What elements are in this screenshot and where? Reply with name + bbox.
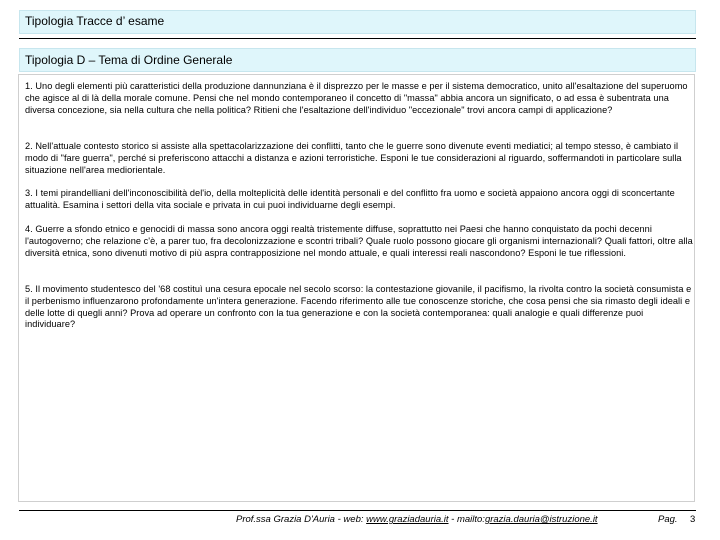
- page-title: Tipologia Tracce d’ esame: [25, 14, 165, 28]
- section-subtitle: Tipologia D – Tema di Ordine Generale: [25, 53, 233, 67]
- question-5: 5. Il movimento studentesco del '68 costituì una cesura epocale nel secolo scorso: la contestazione giovanile, il pacifismo, la rivolta contro la società consumista e il perbenismo influenzarono profondamente un'intera generazione. Facendo riferimento alle tue conoscenze storiche, che cosa pensi che sia rimasto degli ideali e delle lotte di quegli anni? Prova ad operare un confronto con la tua generazione e con la società contemporanea: quali analogie e quali differenze puoi individuare?: [25, 284, 692, 330]
- footer-mail-label: - mailto:: [451, 514, 485, 525]
- question-4: 4. Guerre a sfondo etnico e genocidi di massa sono ancora oggi realtà tristemente diffuse, soprattutto nei Paesi che hanno conquistato da pochi decenni l'autogoverno; che relazione c'è, a parer tuo, fra decolonizzazione e scontri tribali? Quale ruolo possono giocare gli organismi internazionali? Quali fattori, oltre alla diversità etnica, sono divenuti motivo di più aspra contrapposizione nel mondo attuale, e quali interessi reali nascondono? Esponi le tue riflessioni.: [25, 224, 693, 258]
- mail-link[interactable]: grazia.dauria@istruzione.it: [484, 514, 598, 525]
- header-subtitle-bar: [19, 48, 696, 72]
- footer-line: [236, 514, 598, 525]
- question-1: 1. Uno degli elementi più caratteristici della produzione dannunziana è il disprezzo per le masse e per il sistema democratico, unito all'esaltazione del superuomo che agisce al di là della morale comune. Pensi che nel mondo contemporaneo il concetto di "massa" abbia ancora un significato, o ad essa è subentrata una diversa concezione, sia nella cultura che nella politica? Ritieni che l'esaltazione dell'individuo "eccezionale" trovi ancora campi di applicazione?: [25, 81, 688, 115]
- divider-bottom: [19, 510, 696, 511]
- page-label: Pag.: [658, 514, 678, 525]
- footer-web-label: web:: [343, 514, 364, 525]
- header-title-bar: [19, 10, 696, 34]
- question-2: 2. Nell'attuale contesto storico si assiste alla spettacolarizzazione dei conflitti, tanto che le guerre sono divenute eventi mediatici; al tempo stesso, è cambiato il modo di "fare guerra", perché si preferiscono attacchi a distanza e azioni terroristiche. Esponi le tue considerazioni al riguardo, soffermandoti in particolare sulla situazione nell'area mediorientale.: [25, 141, 682, 175]
- footer-separator: -: [337, 514, 341, 525]
- divider-top: [19, 38, 696, 39]
- page-number: 3: [690, 514, 696, 525]
- questions-box: [18, 74, 695, 502]
- footer-author: Prof.ssa Grazia D'Auria: [236, 514, 335, 525]
- web-link[interactable]: www.graziadauria.it: [366, 514, 449, 525]
- question-3: 3. I temi pirandelliani dell'inconoscibilità del'io, della molteplicità delle identità personali e del conflitto fra uomo e società appaiono ancora oggi di sconcertante attualità. Esamina i settori della vita sociale e privata in cui puoi individuarne degli esempi.: [25, 188, 675, 210]
